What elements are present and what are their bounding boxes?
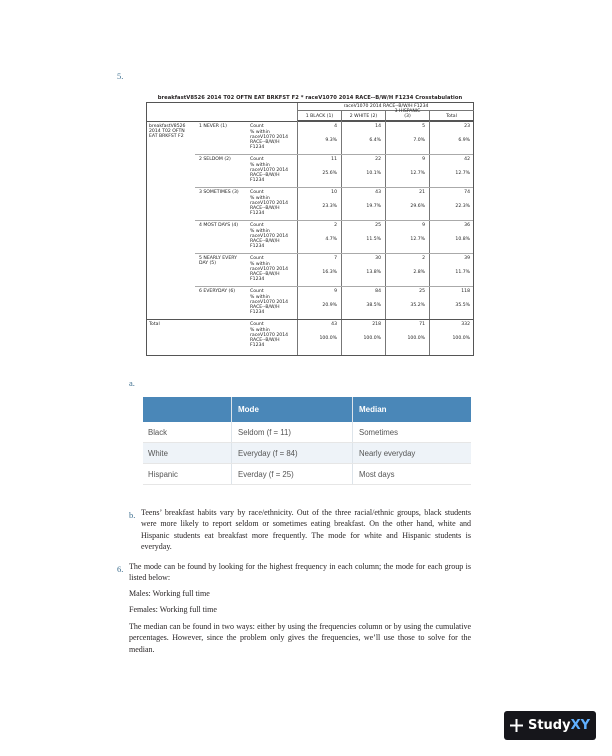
- mode-cell: Seldom (f = 11): [232, 422, 353, 443]
- group-cell: Hispanic: [143, 464, 232, 485]
- crosstab-row-label: 3 SOMETIMES (3): [199, 190, 239, 195]
- median-cell: Most days: [353, 464, 472, 485]
- crosstab-count-value: 21: [419, 190, 425, 195]
- median-cell: Sometimes: [353, 422, 472, 443]
- crosstab-col-header: Total: [429, 110, 473, 121]
- crosstab-row-label: 6 EVERYDAY (6): [199, 289, 236, 294]
- crosstab-total-label: Total: [149, 322, 160, 327]
- crosstab-count-value: 36: [464, 223, 470, 228]
- crosstab-stat-count: Count: [250, 322, 264, 327]
- crosstab-count-value: 14: [375, 124, 381, 129]
- part-b-marker: b.: [129, 510, 136, 520]
- crosstab-count-value: 9: [422, 223, 425, 228]
- studyxy-logo[interactable]: [504, 711, 596, 740]
- crosstab-pct-value: 10.8%: [455, 237, 470, 242]
- median-cell: Nearly everyday: [353, 443, 472, 464]
- answer-header-mode: Mode: [232, 397, 353, 422]
- crosstab-pct-value: 6.9%: [458, 138, 470, 143]
- crosstab-count-value: 5: [422, 124, 425, 129]
- crosstab-pct-value: 12.7%: [455, 171, 470, 176]
- question-6-females: Females: Working full time: [129, 605, 217, 614]
- crosstab-pct-value: 38.5%: [366, 303, 381, 308]
- crosstab-stat-pct: % within raceV1070 2014 RACE--B/W/H F1234: [250, 130, 289, 150]
- crosstab-count-value: 42: [464, 157, 470, 162]
- answer-table: [143, 397, 471, 485]
- crosstab-count-value: 7: [334, 256, 337, 261]
- crosstab-col-header: 2 WHITE (2): [341, 110, 385, 121]
- crosstab-pct-value: 23.3%: [322, 204, 337, 209]
- crosstab-count-value: 218: [372, 322, 381, 327]
- crosstab-count-value: 71: [419, 322, 425, 327]
- crosstab-count-value: 118: [461, 289, 470, 294]
- crosstab-count-value: 2: [422, 256, 425, 261]
- crosstab-stat-count: Count: [250, 124, 264, 129]
- crosstab-count-value: 23: [464, 124, 470, 129]
- crosstab-count-value: 2: [334, 223, 337, 228]
- crosstab-pct-value: 11.7%: [455, 270, 470, 275]
- answer-header-blank: [143, 397, 232, 422]
- question-number-5: 5.: [117, 71, 124, 81]
- crosstab-stat-count: Count: [250, 157, 264, 162]
- crosstab-count-value: 11: [331, 157, 337, 162]
- crosstab-pct-value: 12.7%: [410, 171, 425, 176]
- crosstab-count-value: 22: [375, 157, 381, 162]
- part-a-marker: a.: [129, 378, 135, 388]
- crosstab-stat-pct: % within raceV1070 2014 RACE--B/W/H F1234: [250, 328, 289, 348]
- crosstab-pct-value: 22.3%: [455, 204, 470, 209]
- crosstab-count-value: 30: [375, 256, 381, 261]
- crosstab-row-label: 2 SELDOM (2): [199, 157, 231, 162]
- crosstab-pct-value: 4.7%: [325, 237, 337, 242]
- logo-suffix: XY: [570, 718, 591, 733]
- crosstab-count-value: 43: [331, 322, 337, 327]
- crosstab-pct-value: 6.4%: [369, 138, 381, 143]
- crosstab-stat-count: Count: [250, 256, 264, 261]
- crosstab-pct-value: 100.0%: [452, 336, 470, 341]
- answer-table-header: [143, 397, 471, 422]
- crosstab-row-label: 5 NEARLY EVERY DAY (5): [199, 256, 237, 266]
- answer-header-median: Median: [353, 397, 472, 422]
- crosstab-pct-value: 9.3%: [325, 138, 337, 143]
- crosstab-pct-value: 100.0%: [319, 336, 337, 341]
- crosstab-count-value: 4: [334, 124, 337, 129]
- question-6-median-text: The median can be found in two ways: either by using the frequencies column or by using the cumulative percentages. However, since the problem only gives the frequencies, we’ll use those to solve for the median.: [129, 622, 471, 654]
- crosstab-row-variable: breakfastV8526 2014 T02 OFTN EAT BRKFST F2: [149, 124, 186, 139]
- mode-cell: Everday (f = 25): [232, 464, 353, 485]
- crosstab-row-label: 1 NEVER (1): [199, 124, 227, 129]
- crosstab-stat-count: Count: [250, 289, 264, 294]
- crosstab-pct-value: 100.0%: [363, 336, 381, 341]
- crosstab-table: [146, 102, 474, 356]
- table-row: [143, 422, 471, 443]
- part-b-text: Teens’ breakfast habits vary by race/ethnicity. Out of the three racial/ethnic groups, black students were more likely to report seldom or sometimes eating breakfast. On the other hand, white and Hispanic students eat breakfast more frequently. The mode for white and Hispanic students is everyday.: [141, 508, 471, 552]
- crosstab-pct-value: 2.8%: [413, 270, 425, 275]
- group-cell: White: [143, 443, 232, 464]
- crosstab-stat-pct: % within raceV1070 2014 RACE--B/W/H F1234: [250, 196, 289, 216]
- crosstab-pct-value: 16.3%: [322, 270, 337, 275]
- crosstab-stat-pct: % within raceV1070 2014 RACE--B/W/H F1234: [250, 229, 289, 249]
- crosstab-stat-pct: % within raceV1070 2014 RACE--B/W/H F1234: [250, 163, 289, 183]
- crosstab-pct-value: 13.8%: [366, 270, 381, 275]
- crosstab-pct-value: 19.7%: [366, 204, 381, 209]
- crosstab-count-value: 9: [334, 289, 337, 294]
- crosstab-pct-value: 11.5%: [366, 237, 381, 242]
- crosstab-col-header: 1 BLACK (1): [297, 110, 341, 121]
- table-row: [143, 443, 471, 464]
- crosstab-column-group: raceV1070 2014 RACE--B/W/H F1234: [297, 103, 474, 111]
- crosstab-count-value: 9: [422, 157, 425, 162]
- crosstab-stat-count: Count: [250, 190, 264, 195]
- crosstab-stat-pct: % within raceV1070 2014 RACE--B/W/H F1234: [250, 262, 289, 282]
- crosstab-stat-pct: % within raceV1070 2014 RACE--B/W/H F1234: [250, 295, 289, 315]
- crosstab-pct-value: 35.5%: [455, 303, 470, 308]
- crosstab-count-value: 25: [375, 223, 381, 228]
- crosstab-count-value: 74: [464, 190, 470, 195]
- crosstab-count-value: 43: [375, 190, 381, 195]
- crosstab-row-label: 4 MOST DAYS (4): [199, 223, 239, 228]
- crosstab-count-value: 25: [419, 289, 425, 294]
- crosstab-pct-value: 12.7%: [410, 237, 425, 242]
- crosstab-pct-value: 25.6%: [322, 171, 337, 176]
- question-number-6: 6.: [117, 564, 124, 574]
- group-cell: Black: [143, 422, 232, 443]
- plus-icon: [510, 719, 523, 732]
- crosstab-pct-value: 29.6%: [410, 204, 425, 209]
- table-row: [143, 464, 471, 485]
- mode-cell: Everyday (f = 84): [232, 443, 353, 464]
- crosstab-count-value: 332: [461, 322, 470, 327]
- crosstab-stat-count: Count: [250, 223, 264, 228]
- crosstab-col-header: 3 HISPANIC (3): [385, 110, 429, 121]
- crosstab-count-value: 84: [375, 289, 381, 294]
- logo-prefix: Study: [527, 718, 571, 733]
- question-6-intro: The mode can be found by looking for the highest frequency in each column; the mode for each group is listed below:: [129, 562, 471, 583]
- question-6-males: Males: Working full time: [129, 589, 210, 598]
- crosstab-title: breakfastV8526 2014 T02 OFTN EAT BRKFST F2 * raceV1070 2014 RACE--B/W/H F1234 Crosstabulation: [157, 95, 463, 101]
- crosstab-count-value: 39: [464, 256, 470, 261]
- crosstab-pct-value: 20.9%: [322, 303, 337, 308]
- crosstab-pct-value: 35.2%: [410, 303, 425, 308]
- crosstab-count-value: 10: [331, 190, 337, 195]
- crosstab-pct-value: 10.1%: [366, 171, 381, 176]
- crosstab-pct-value: 7.0%: [413, 138, 425, 143]
- crosstab-pct-value: 100.0%: [407, 336, 425, 341]
